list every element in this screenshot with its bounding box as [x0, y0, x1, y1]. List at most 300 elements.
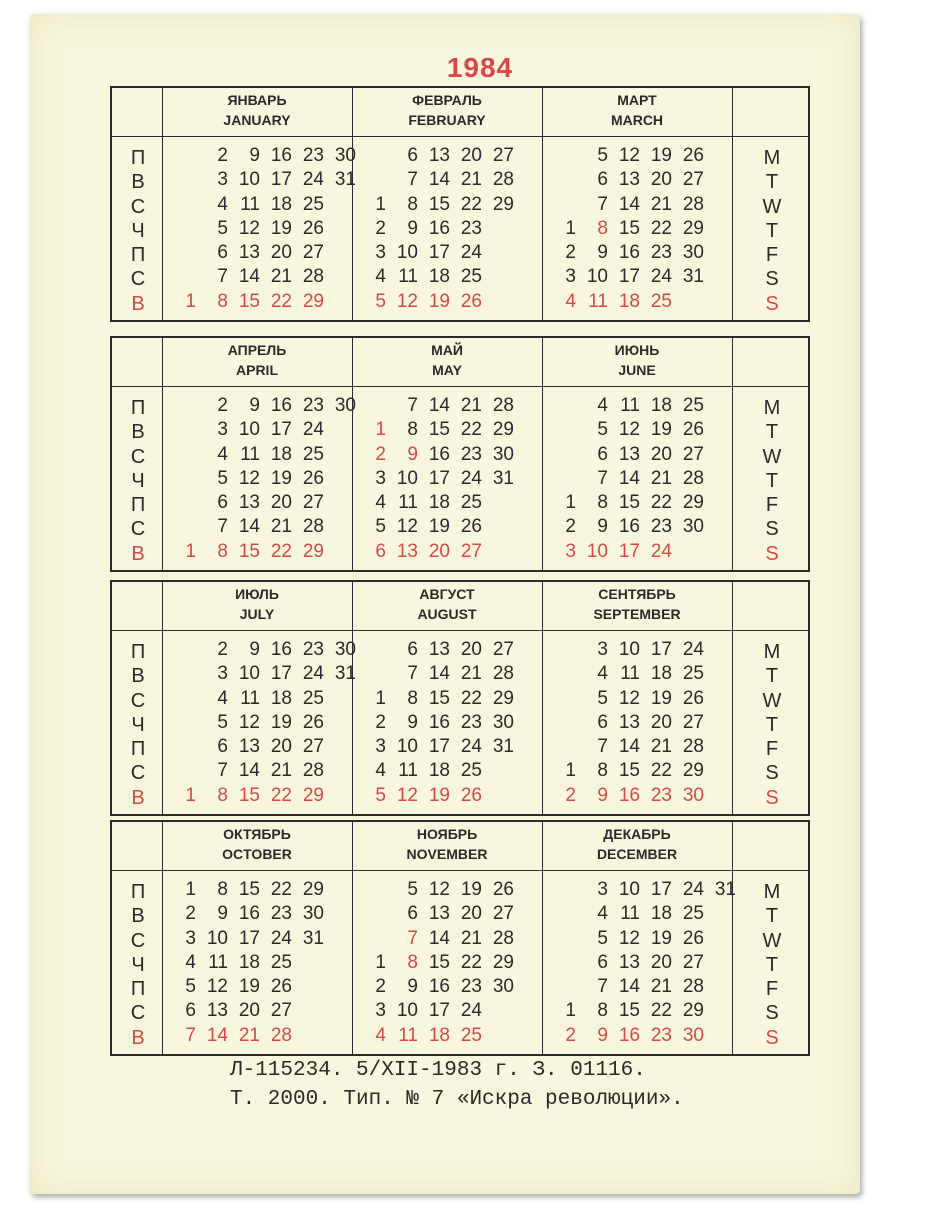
weekday-label-ru: П [130, 147, 146, 169]
weekday-label-en: T [765, 905, 779, 928]
day-number: 13 [238, 492, 260, 514]
day-number: 5 [217, 467, 228, 489]
day-number: 9 [407, 217, 418, 239]
weekday-label-ru: П [130, 738, 146, 761]
day-number: 10 [586, 266, 608, 288]
day-number: 4 [597, 663, 608, 685]
day-number: 24 [302, 169, 324, 191]
day-number: 24 [650, 540, 672, 562]
day-number: 17 [270, 419, 292, 441]
day-number: 2 [217, 145, 228, 166]
weekday-label-en: S [765, 268, 779, 291]
day-number: 19 [650, 687, 672, 709]
day-number: 18 [650, 395, 672, 416]
day-number: 29 [302, 290, 324, 312]
day-number: 19 [428, 516, 450, 538]
day-number: 11 [620, 395, 640, 416]
day-number: 1 [185, 290, 196, 312]
weekday-label-en: T [765, 171, 779, 194]
day-number: 7 [597, 736, 608, 758]
month-header [542, 584, 732, 628]
day-number: 9 [407, 976, 418, 998]
day-number: 25 [460, 760, 482, 782]
weekday-label-ru: С [130, 929, 146, 952]
day-number: 28 [682, 976, 704, 998]
day-number: 8 [217, 784, 228, 806]
day-number: 12 [618, 927, 640, 949]
day-number: 10 [396, 242, 418, 264]
day-number: 4 [217, 443, 228, 465]
day-number: 21 [238, 1024, 260, 1046]
weekday-label-en: M [763, 881, 781, 903]
day-number: 15 [618, 492, 640, 514]
day-number: 11 [208, 951, 228, 973]
day-number: 28 [302, 760, 324, 782]
day-number: 22 [460, 687, 482, 709]
day-number: 10 [238, 169, 260, 191]
month-name-ru: ИЮНЬ [614, 342, 660, 358]
day-number: 30 [492, 443, 514, 465]
day-number: 20 [270, 492, 292, 514]
month-header [542, 340, 732, 384]
month-header [162, 90, 352, 134]
day-number: 26 [682, 145, 704, 166]
weekday-label-en: F [765, 494, 779, 517]
day-number: 4 [217, 687, 228, 709]
weekday-label-ru: Ч [131, 713, 145, 736]
day-number: 22 [650, 760, 672, 782]
day-number: 18 [618, 290, 640, 312]
day-number: 15 [428, 951, 450, 973]
weekday-label-en: F [765, 978, 779, 1001]
day-number: 20 [650, 951, 672, 973]
weekday-column-ru [118, 640, 158, 810]
day-number: 5 [217, 217, 228, 239]
month-name-en: MAY [432, 362, 462, 378]
day-number: 16 [618, 516, 640, 538]
day-number: 10 [206, 927, 228, 949]
day-number: 28 [302, 266, 324, 288]
day-number: 31 [492, 467, 514, 489]
weekday-label-ru: Ч [131, 219, 145, 242]
day-number: 27 [492, 145, 514, 166]
day-number: 10 [238, 663, 260, 685]
day-number: 22 [460, 193, 482, 215]
day-number: 16 [238, 903, 260, 925]
day-number: 7 [407, 395, 418, 416]
day-number: 14 [618, 976, 640, 998]
day-number: 3 [217, 663, 228, 685]
day-number: 23 [302, 639, 324, 660]
day-number: 11 [398, 1024, 418, 1046]
day-number: 20 [428, 540, 450, 562]
day-number: 19 [650, 927, 672, 949]
day-number: 7 [217, 760, 228, 782]
day-number: 25 [682, 663, 704, 685]
weekday-label-ru: П [130, 244, 146, 267]
day-number: 29 [492, 951, 514, 973]
day-number: 25 [682, 395, 704, 416]
day-number: 18 [650, 903, 672, 925]
day-number: 20 [460, 145, 482, 166]
day-number: 26 [682, 687, 704, 709]
day-number: 8 [217, 879, 228, 900]
weekday-label-en: S [765, 762, 779, 785]
day-number: 27 [682, 169, 704, 191]
day-number: 1 [185, 879, 196, 900]
weekday-label-ru: П [130, 641, 146, 663]
day-number: 15 [618, 1000, 640, 1022]
day-number: 3 [565, 540, 576, 562]
day-number: 14 [428, 169, 450, 191]
day-number: 3 [597, 639, 608, 660]
imprint-line-1: Л-115234. 5/XII-1983 г. З. 01116. [230, 1059, 646, 1082]
weekday-label-ru: П [130, 978, 146, 1001]
day-number: 14 [238, 760, 260, 782]
weekday-label-en: T [765, 953, 779, 976]
day-number: 24 [270, 927, 292, 949]
day-number: 13 [618, 169, 640, 191]
month-header [542, 90, 732, 134]
day-number: 26 [492, 879, 514, 900]
day-number: 3 [375, 242, 386, 264]
day-number: 8 [217, 290, 228, 312]
month-name-en: DECEMBER [596, 846, 678, 862]
day-number: 6 [597, 951, 608, 973]
day-number: 27 [460, 540, 482, 562]
day-number: 15 [238, 290, 260, 312]
day-number: 1 [375, 419, 386, 441]
day-number: 8 [217, 540, 228, 562]
day-number: 26 [460, 516, 482, 538]
day-number: 2 [375, 443, 386, 465]
day-number: 13 [428, 639, 450, 660]
day-number: 27 [302, 242, 324, 264]
month-header [352, 824, 542, 868]
day-number: 18 [428, 1024, 450, 1046]
day-number: 23 [460, 711, 482, 733]
month-name-en: JANUARY [223, 112, 291, 128]
day-number: 28 [270, 1024, 292, 1046]
day-number: 21 [650, 193, 672, 215]
day-number: 18 [238, 951, 260, 973]
day-number: 9 [597, 242, 608, 264]
quarter-block [110, 580, 810, 816]
weekday-column-ru [118, 880, 158, 1050]
day-number: 24 [460, 467, 482, 489]
day-number: 4 [565, 290, 576, 312]
day-number: 23 [650, 516, 672, 538]
day-number: 12 [396, 290, 418, 312]
day-number: 18 [428, 760, 450, 782]
day-number: 12 [618, 687, 640, 709]
day-number: 10 [396, 467, 418, 489]
day-number: 31 [302, 927, 324, 949]
weekday-label-ru: С [130, 1002, 146, 1025]
day-number: 23 [302, 145, 324, 166]
day-number: 24 [650, 266, 672, 288]
day-number: 15 [618, 217, 640, 239]
day-number: 22 [270, 879, 292, 900]
day-number: 18 [428, 266, 450, 288]
day-number: 13 [206, 1000, 228, 1022]
day-number: 17 [618, 540, 640, 562]
day-number: 28 [492, 395, 514, 416]
day-number: 29 [492, 687, 514, 709]
day-number: 2 [185, 903, 196, 925]
month-name-en: SEPTEMBER [593, 606, 681, 622]
day-number: 9 [249, 395, 260, 416]
day-number: 26 [460, 784, 482, 806]
day-number: 17 [270, 169, 292, 191]
day-number: 11 [398, 760, 418, 782]
day-number: 17 [618, 266, 640, 288]
day-number: 1 [375, 687, 386, 709]
month-name-ru: АВГУСТ [419, 586, 475, 602]
day-number: 14 [428, 663, 450, 685]
day-number: 23 [460, 976, 482, 998]
day-number: 9 [597, 1024, 608, 1046]
day-number: 1 [375, 951, 386, 973]
weekday-label-ru: В [131, 292, 145, 315]
day-number: 22 [270, 784, 292, 806]
day-number: 25 [302, 687, 324, 709]
day-number: 30 [682, 242, 704, 264]
day-number: 6 [217, 736, 228, 758]
column-divider [732, 822, 733, 1054]
day-number: 15 [618, 760, 640, 782]
weekday-label-en: W [762, 689, 782, 712]
day-number: 22 [650, 1000, 672, 1022]
day-number: 1 [375, 193, 386, 215]
day-number: 30 [682, 784, 704, 806]
month-name-en: JULY [239, 606, 275, 622]
day-number: 24 [460, 1000, 482, 1022]
column-divider [732, 582, 733, 814]
day-number: 20 [460, 903, 482, 925]
month-header [352, 584, 542, 628]
header-divider [112, 386, 808, 387]
day-number: 19 [270, 711, 292, 733]
day-number: 14 [238, 266, 260, 288]
day-number: 2 [375, 976, 386, 998]
day-number: 19 [270, 467, 292, 489]
day-number: 7 [407, 169, 418, 191]
day-number: 11 [398, 492, 418, 514]
day-number: 7 [217, 516, 228, 538]
day-number: 19 [238, 976, 260, 998]
day-number: 27 [492, 903, 514, 925]
day-number: 6 [597, 443, 608, 465]
day-number: 1 [185, 540, 196, 562]
day-number: 8 [597, 760, 608, 782]
day-number: 8 [407, 687, 418, 709]
day-number: 13 [396, 540, 418, 562]
day-number: 31 [492, 736, 514, 758]
day-number: 22 [650, 492, 672, 514]
day-number: 5 [407, 879, 418, 900]
day-number: 7 [407, 927, 418, 949]
day-number: 28 [492, 927, 514, 949]
day-number: 13 [618, 711, 640, 733]
day-number: 6 [597, 711, 608, 733]
day-number: 2 [565, 516, 576, 538]
day-number: 1 [565, 1000, 576, 1022]
day-number: 27 [682, 443, 704, 465]
day-number: 10 [396, 736, 418, 758]
weekday-column-ru [118, 146, 158, 316]
day-number: 11 [620, 903, 640, 925]
imprint-footer [230, 1056, 684, 1114]
day-number: 7 [407, 663, 418, 685]
day-number: 3 [375, 467, 386, 489]
day-number: 15 [238, 540, 260, 562]
day-number: 19 [650, 145, 672, 166]
day-number: 6 [407, 903, 418, 925]
month-name-ru: ЯНВАРЬ [227, 92, 287, 108]
weekday-label-ru: В [131, 171, 145, 194]
day-number: 15 [238, 879, 260, 900]
weekday-label-ru: П [130, 397, 146, 419]
day-number: 20 [650, 711, 672, 733]
day-number: 2 [565, 784, 576, 806]
day-number: 21 [460, 663, 482, 685]
day-number: 21 [460, 927, 482, 949]
column-divider [732, 338, 733, 570]
month-header [542, 824, 732, 868]
weekday-label-en: W [762, 195, 782, 218]
day-number: 5 [375, 784, 386, 806]
day-number: 12 [238, 711, 260, 733]
day-number: 3 [375, 1000, 386, 1022]
day-number: 20 [238, 1000, 260, 1022]
day-number: 5 [597, 145, 608, 166]
day-number: 7 [217, 266, 228, 288]
day-number: 4 [185, 951, 196, 973]
day-number: 7 [597, 467, 608, 489]
day-number: 12 [238, 467, 260, 489]
month-name-en: NOVEMBER [406, 846, 488, 862]
day-number: 21 [650, 976, 672, 998]
day-number: 17 [428, 1000, 450, 1022]
day-number: 29 [492, 419, 514, 441]
day-number: 5 [217, 711, 228, 733]
day-number: 16 [618, 784, 640, 806]
day-number: 3 [185, 927, 196, 949]
day-number: 20 [650, 443, 672, 465]
day-number: 20 [270, 242, 292, 264]
day-number: 11 [240, 443, 260, 465]
day-number: 24 [302, 419, 324, 441]
day-number: 9 [217, 903, 228, 925]
day-number: 4 [597, 903, 608, 925]
day-number: 3 [217, 169, 228, 191]
day-number: 11 [240, 193, 260, 215]
month-name-ru: АПРЕЛЬ [227, 342, 287, 358]
weekday-label-ru: В [131, 665, 145, 688]
weekday-column-ru [118, 396, 158, 566]
weekday-label-en: M [763, 147, 781, 169]
day-number: 8 [407, 419, 418, 441]
header-divider [112, 136, 808, 137]
day-number: 21 [270, 760, 292, 782]
day-number: 8 [597, 1000, 608, 1022]
day-number: 28 [682, 467, 704, 489]
month-name-en: FEBRUARY [408, 112, 486, 128]
day-number: 30 [492, 976, 514, 998]
day-number: 31 [682, 266, 704, 288]
day-number: 6 [217, 242, 228, 264]
month-header [352, 90, 542, 134]
day-number: 17 [650, 639, 672, 660]
day-number: 9 [597, 784, 608, 806]
day-number: 23 [650, 1024, 672, 1046]
quarter-block [110, 336, 810, 572]
weekday-label-ru: В [131, 1026, 145, 1049]
weekday-label-en: S [765, 518, 779, 541]
day-number: 29 [682, 1000, 704, 1022]
day-number: 22 [460, 419, 482, 441]
month-name-ru: ОКТЯБРЬ [223, 826, 291, 842]
calendar-card [30, 14, 860, 1194]
day-number: 7 [597, 193, 608, 215]
day-number: 11 [588, 290, 608, 312]
day-number: 27 [682, 711, 704, 733]
weekday-label-en: T [765, 219, 779, 242]
month-name-en: AUGUST [417, 606, 477, 622]
day-number: 25 [460, 1024, 482, 1046]
day-number: 8 [407, 951, 418, 973]
day-number: 14 [618, 467, 640, 489]
day-number: 20 [460, 639, 482, 660]
day-number: 5 [375, 290, 386, 312]
day-number: 9 [597, 516, 608, 538]
day-number: 16 [270, 395, 292, 416]
month-name-ru: ФЕВРАЛЬ [412, 92, 482, 108]
day-number: 26 [302, 711, 324, 733]
day-number: 3 [217, 419, 228, 441]
day-number: 4 [217, 193, 228, 215]
day-number: 14 [206, 1024, 228, 1046]
day-number: 24 [460, 736, 482, 758]
day-number: 15 [428, 419, 450, 441]
day-number: 13 [238, 242, 260, 264]
day-number: 17 [428, 242, 450, 264]
weekday-column-en [752, 880, 792, 1050]
day-number: 16 [428, 217, 450, 239]
weekday-label-en: S [765, 292, 779, 315]
quarter-block [110, 820, 810, 1056]
weekday-label-en: F [765, 738, 779, 761]
day-number: 25 [302, 193, 324, 215]
column-divider [732, 88, 733, 320]
weekday-column-en [752, 396, 792, 566]
day-number: 21 [460, 169, 482, 191]
weekday-label-ru: В [131, 542, 145, 565]
weekday-label-ru: П [130, 881, 146, 903]
day-number: 22 [270, 290, 292, 312]
day-number: 2 [375, 711, 386, 733]
day-number: 31 [334, 169, 356, 191]
day-number: 11 [240, 687, 260, 709]
day-number: 14 [618, 193, 640, 215]
day-number: 24 [302, 663, 324, 685]
day-number: 1 [185, 784, 196, 806]
day-number: 18 [428, 492, 450, 514]
day-number: 23 [650, 784, 672, 806]
weekday-column-en [752, 640, 792, 810]
day-number: 6 [597, 169, 608, 191]
